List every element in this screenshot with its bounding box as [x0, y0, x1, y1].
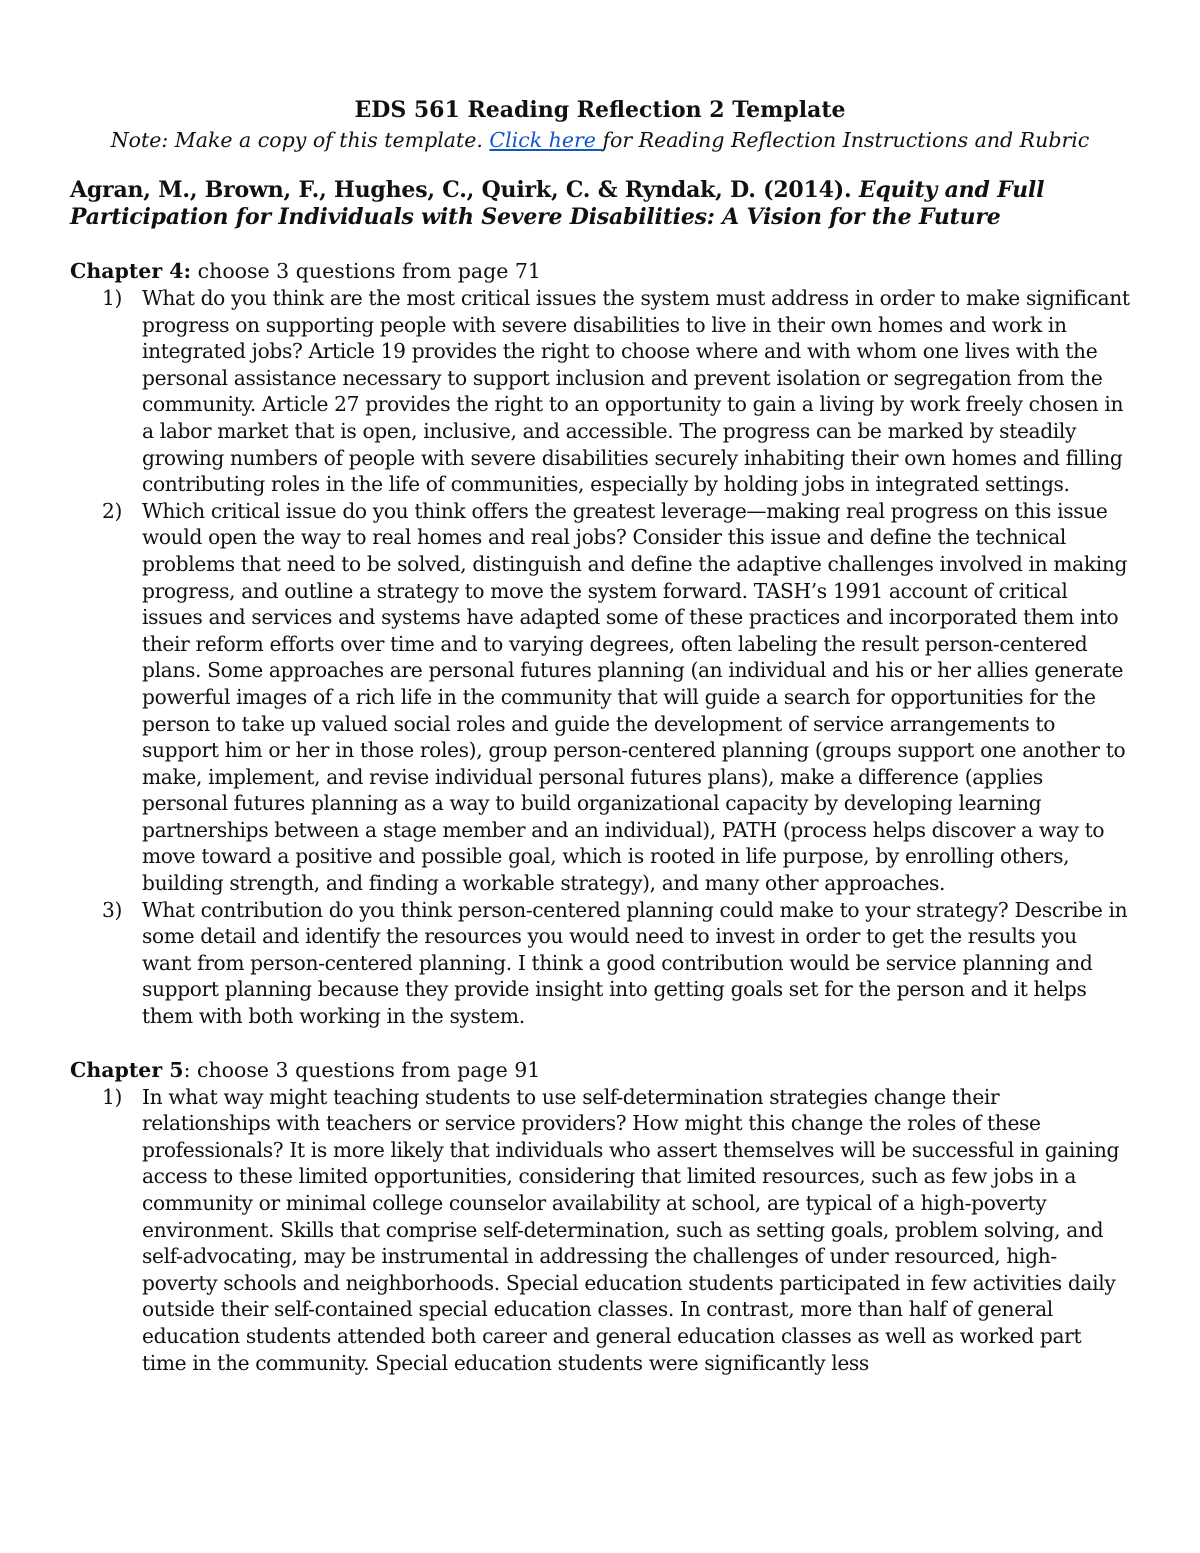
question-text: What do you think are the most critical issues the system must address in order to make significant progress on supporting people with severe disabilities to live in their own homes and work in integrated jobs? Article 19 provides the right to choose where and with whom one lives with the personal assistance necessary to support inclusion and prevent isolation or segregation from the community. Article 27 provides the right to an opportunity to gain a living by work freely chosen in a labor market that is open, inclusive, and accessible. The progress can be marked by steadily growing numbers of people with severe disabilities securely inhabiting their own homes and filling contributing roles in the life of communities, especially by holding jobs in integrated settings.	[142, 286, 1130, 497]
question-item	[102, 1084, 1130, 1377]
question-number: 1)	[102, 1084, 123, 1109]
question-text: What contribution do you think person-centered planning could make to your strategy? Describe in some detail and identify the resources you would need to invest in order to get the results you want from person-centered planning. I think a good contribution would be service planning and support planning because they provide insight into getting goals set for the person and it helps them with both working in the system.	[142, 897, 1128, 1029]
chapter-4-questions	[70, 285, 1130, 1030]
template-note	[70, 125, 1130, 155]
citation-book-title: Equity and Full Participation for Individuals with Severe Disabilities: A Vision for the Future	[70, 177, 1045, 230]
chapter-5-questions	[70, 1084, 1130, 1377]
instructions-link[interactable]: Click here	[489, 128, 603, 152]
chapter-label: Chapter 4:	[70, 259, 192, 283]
note-suffix: for Reading Reflection Instructions and Rubric	[602, 128, 1090, 152]
citation-authors: Agran, M., Brown, F., Hughes, C., Quirk, C. & Ryndak, D. (2014).	[70, 177, 859, 203]
question-number: 3)	[102, 897, 123, 922]
chapter-4-heading	[70, 258, 1130, 285]
chapter-label: Chapter 5	[70, 1057, 184, 1082]
question-item	[102, 897, 1130, 1030]
chapter-instruction: : choose 3 questions from page 91	[183, 1057, 541, 1082]
note-prefix: Note: Make a copy of this template.	[110, 128, 490, 152]
question-item	[102, 285, 1130, 498]
book-citation	[70, 177, 1130, 231]
question-number: 1)	[102, 286, 123, 310]
section-spacer	[70, 1030, 1130, 1057]
question-text: Which critical issue do you think offers the greatest leverage—making real progress on this issue would open the way to real homes and real jobs? Consider this issue and define the technical problems that need to be solved, distinguish and define the adaptive challenges involved in making progress, and outline a strategy to move the system forward. TASH’s 1991 account of critical issues and services and systems have adapted some of these practices and incorporated them into their reform efforts over time and to varying degrees, often labeling the result person-centered plans. Some approaches are personal futures planning (an individual and his or her allies generate powerful images of a rich life in the community that will guide a search for opportunities for the person to take up valued social roles and guide the development of service arrangements to support him or her in those roles), group person-centered planning (groups support one another to make, implement, and revise individual personal futures plans), make a difference (applies personal futures planning as a way to build organizational capacity by developing learning partnerships between a stage member and an individual), PATH (process helps discover a way to move toward a positive and possible goal, which is rooted in life purpose, by enrolling others, building strength, and finding a workable strategy), and many other approaches.	[142, 498, 1128, 896]
document-title: EDS 561 Reading Reflection 2 Template	[354, 97, 846, 123]
chapter-instruction: choose 3 questions from page 71	[191, 259, 541, 283]
chapter-5-heading	[70, 1057, 1130, 1084]
question-number: 2)	[102, 498, 123, 523]
question-item	[102, 498, 1130, 897]
question-text: In what way might teaching students to use self-determination strategies change their relationships with teachers or service providers? How might this change the roles of these professionals? It is more likely that individuals who assert themselves will be successful in gaining access to these limited opportunities, considering that limited resources, such as few jobs in a community or minimal college counselor availability at school, are typical of a high-poverty environment. Skills that comprise self-determination, such as setting goals, problem solving, and self-advocating, may be instrumental in addressing the challenges of under resourced, high-poverty schools and neighborhoods. Special education students participated in few activities daily outside their self-contained special education classes. In contrast, more than half of general education students attended both career and general education classes as well as worked part time in the community. Special education students were significantly less	[142, 1084, 1120, 1375]
